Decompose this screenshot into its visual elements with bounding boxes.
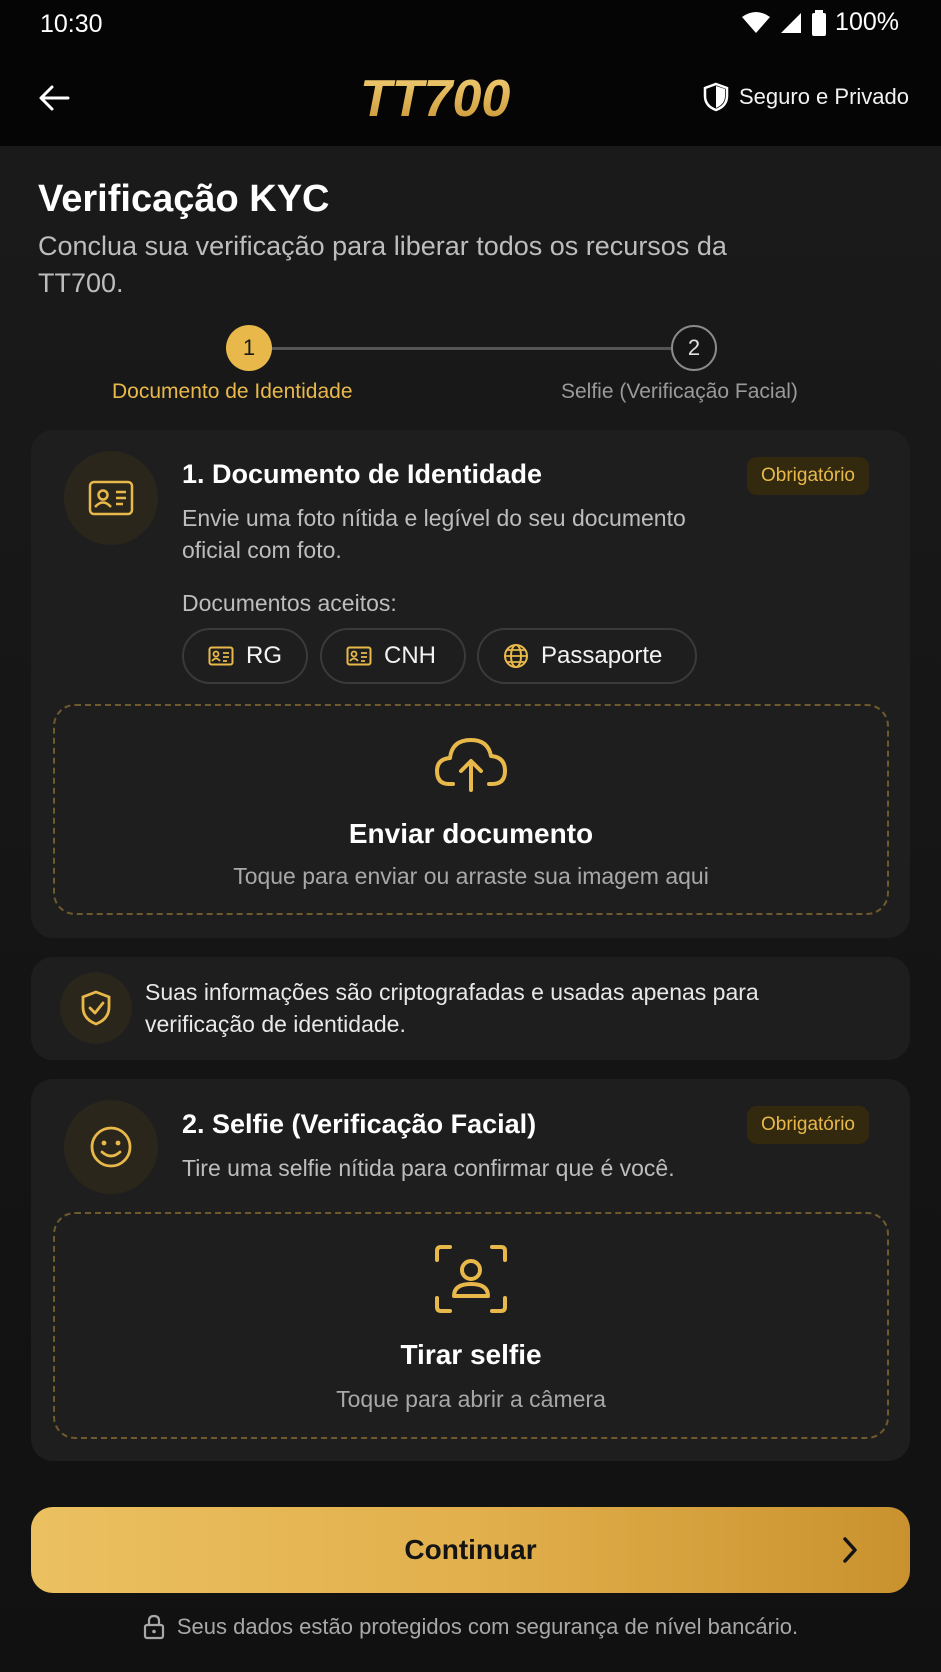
chip-cnh[interactable] <box>320 628 466 684</box>
privacy-info-text: Suas informações são criptografadas e usadas apenas para verificação de identidade. <box>145 979 759 1037</box>
secure-label: Seguro e Privado <box>739 84 909 109</box>
id-card-icon <box>88 480 134 516</box>
status-time: 10:30 <box>40 10 103 38</box>
continue-button-label: Continuar <box>404 1534 537 1565</box>
id-card-icon <box>208 646 234 666</box>
selfie-card-description: Tire uma selfie nítida para confirmar que é você. <box>182 1155 675 1181</box>
status-bar <box>0 0 941 48</box>
secure-indicator <box>703 82 909 112</box>
upload-icon-wrapper <box>55 734 887 792</box>
document-icon-circle <box>64 451 158 545</box>
battery-icon <box>811 10 827 36</box>
chevron-right-icon <box>840 1535 860 1565</box>
lock-icon <box>143 1614 165 1640</box>
back-button[interactable] <box>34 78 74 118</box>
camera-icon-wrapper <box>55 1244 887 1314</box>
camera-frame-icon <box>434 1244 508 1314</box>
wifi-icon <box>741 11 771 35</box>
cloud-upload-icon <box>433 734 509 792</box>
app-bar <box>0 58 941 138</box>
page-subtitle: Conclua sua verificação para liberar todos os recursos da TT700. <box>38 231 727 298</box>
step-1-label[interactable]: Documento de Identidade <box>112 380 353 403</box>
accepted-docs-label: Documentos aceitos: <box>182 590 397 616</box>
step-2-label[interactable]: Selfie (Verificação Facial) <box>561 380 798 403</box>
continue-button[interactable] <box>31 1507 910 1593</box>
step-1-indicator[interactable]: 1 <box>226 325 272 371</box>
battery-percent: 100% <box>835 8 899 36</box>
document-required-badge: Obrigatório <box>747 457 869 495</box>
security-footer <box>0 1614 941 1640</box>
selfie-action-subtitle: Toque para abrir a câmera <box>336 1386 606 1412</box>
id-card-icon <box>346 646 372 666</box>
page-title: Verificação KYC <box>38 178 330 220</box>
chip-cnh-label: CNH <box>384 642 436 669</box>
shield-icon <box>703 82 729 112</box>
top-bar <box>0 0 941 146</box>
app-logo <box>360 72 590 124</box>
step-2-indicator[interactable]: 2 <box>671 325 717 371</box>
shield-check-icon <box>80 990 112 1026</box>
signal-icon <box>779 11 803 35</box>
back-arrow-icon <box>38 84 70 112</box>
selfie-capture-area[interactable] <box>53 1212 889 1439</box>
info-icon-circle <box>60 972 132 1044</box>
logo-text: TT700 <box>360 72 511 124</box>
chip-passaporte-label: Passaporte <box>541 642 663 669</box>
security-footer-text: Seus dados estão protegidos com segurança de nível bancário. <box>176 1614 799 1639</box>
document-card-description: Envie uma foto nítida e legível do seu documento oficial com foto. <box>182 505 686 563</box>
selfie-card-title: 2. Selfie (Verificação Facial) <box>182 1109 537 1139</box>
upload-title: Enviar documento <box>348 818 594 849</box>
status-icons <box>741 8 899 37</box>
selfie-required-badge: Obrigatório <box>747 1106 869 1144</box>
upload-subtitle: Toque para enviar ou arraste sua imagem aqui <box>233 863 709 889</box>
globe-icon <box>503 643 529 669</box>
chip-passaporte[interactable] <box>477 628 697 684</box>
document-upload-dropzone[interactable] <box>53 704 889 915</box>
document-card-title: 1. Documento de Identidade <box>182 459 543 489</box>
selfie-action-title: Tirar selfie <box>400 1339 542 1370</box>
selfie-icon-circle <box>64 1100 158 1194</box>
stepper-line <box>270 347 676 350</box>
chip-rg[interactable] <box>182 628 308 684</box>
chip-rg-label: RG <box>246 642 282 669</box>
face-icon <box>88 1124 134 1170</box>
